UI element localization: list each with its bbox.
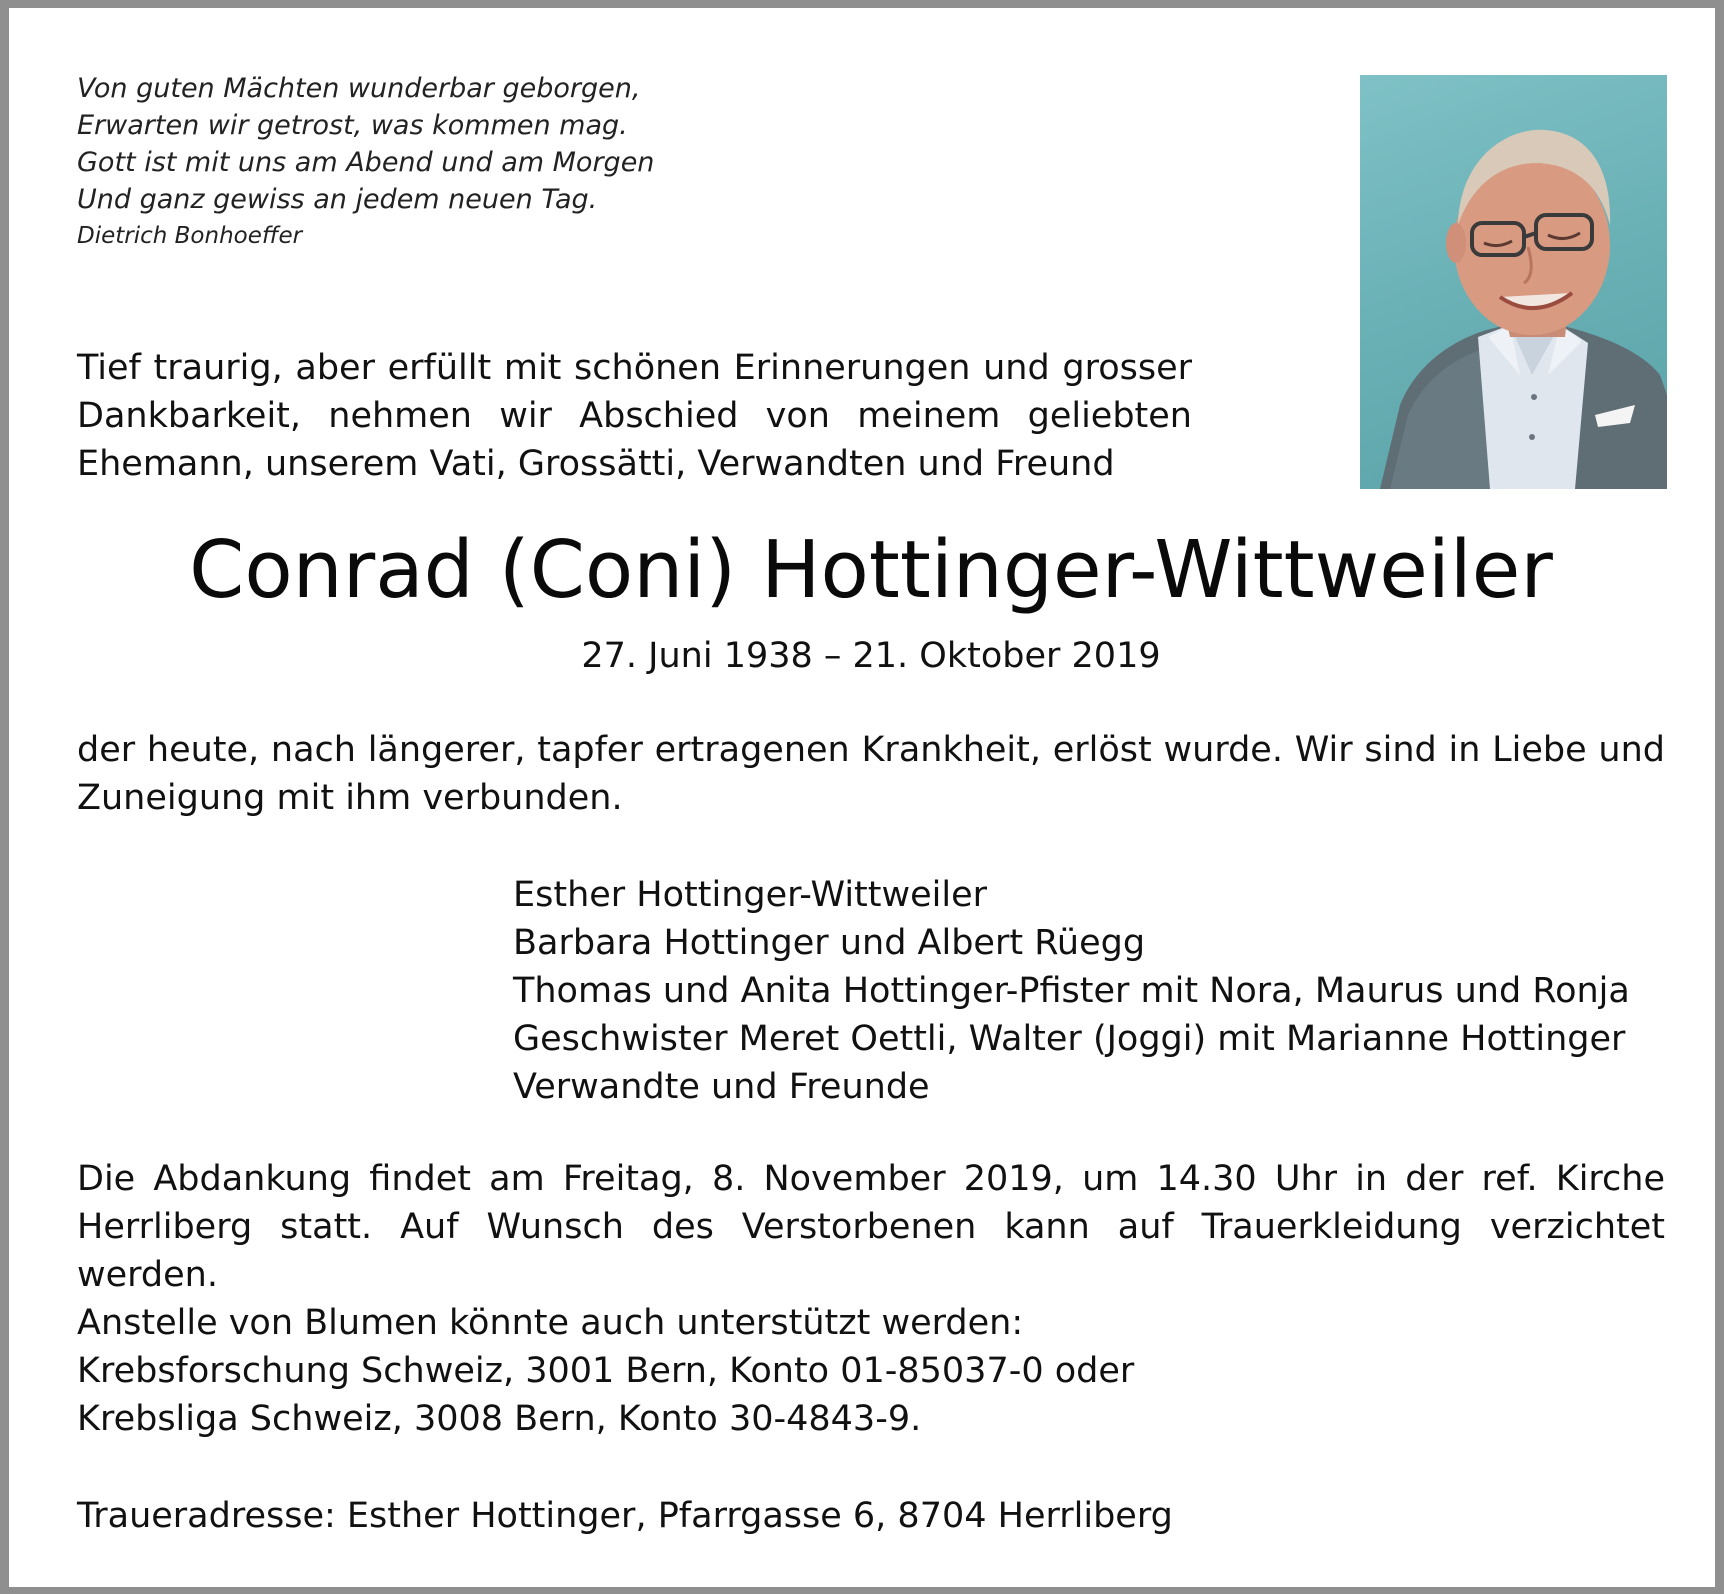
mourner-entry: Barbara Hottinger und Albert Rüegg [513, 923, 1146, 963]
poem-line: Und ganz gewiss an jedem neuen Tag. [77, 184, 598, 215]
life-dates: 27. Juni 1938 – 21. Oktober 2019 [581, 636, 1161, 676]
donation-line: Krebsliga Schweiz, 3008 Bern, Konto 30-4843-9. [77, 1399, 922, 1439]
poem-line: Erwarten wir getrost, was kommen mag. [77, 110, 628, 141]
funeral-service-info: Die Abdankung findet am Freitag, 8. November 2019, um 14.30 Uhr in der ref. Kirche Herrliberg statt. Auf Wunsch des Verstorbenen kann auf Trauerkleidung verzichtet werden. [77, 1159, 1665, 1295]
mourner-entry: Geschwister Meret Oettli, Walter (Joggi) mit Marianne Hottinger [513, 1019, 1626, 1059]
donation-line: Krebsforschung Schweiz, 3001 Bern, Konto 01-85037-0 oder [77, 1351, 1135, 1391]
donation-line: Anstelle von Blumen könnte auch unterstützt werden: [77, 1303, 1024, 1343]
mourning-address: Traueradresse: Esther Hottinger, Pfarrgasse 6, 8704 Herrliberg [77, 1496, 1173, 1536]
passing-text: der heute, nach längerer, tapfer ertragenen Krankheit, erlöst wurde. Wir sind in Liebe und Zuneigung mit ihm verbunden. [77, 730, 1665, 818]
mourner-entry: Thomas und Anita Hottinger-Pfister mit Nora, Maurus und Ronja [513, 971, 1630, 1011]
portrait-photo [1360, 75, 1667, 489]
mourners-list [513, 871, 1630, 1111]
mourner-entry: Verwandte und Freunde [513, 1067, 930, 1107]
poem-line: Von guten Mächten wunderbar geborgen, [77, 73, 641, 104]
deceased-name: Conrad (Coni) Hottinger-Wittweiler [189, 524, 1553, 616]
intro-text: Tief traurig, aber erfüllt mit schönen Erinnerungen und grosser Dankbarkeit, nehmen wir Abschied von meinem geliebten Ehemann, unserem Vati, Grossätti, Verwandten und Freund [77, 348, 1192, 484]
mourner-entry: Esther Hottinger-Wittweiler [513, 875, 988, 915]
poem-line: Gott ist mit uns am Abend und am Morgen [77, 147, 655, 178]
poem-author: Dietrich Bonhoeffer [77, 223, 303, 249]
poem-quote [77, 70, 654, 252]
donation-info [77, 1299, 1134, 1443]
